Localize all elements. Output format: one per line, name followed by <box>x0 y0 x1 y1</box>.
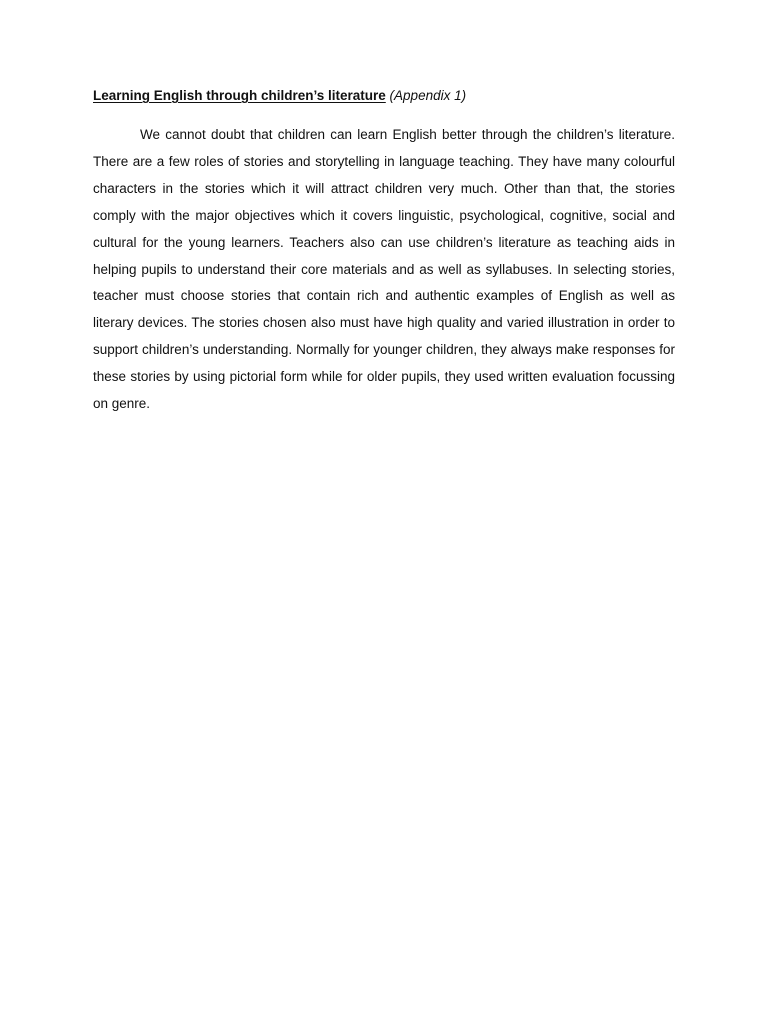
body-paragraph: We cannot doubt that children can learn English better through the children’s literature. There are a few roles of stories and storytelling in language teaching. They have many colourful characters in the stories which it will attract children very much. Other than that, the stories comply with the major objectives which it covers linguistic, psychological, cognitive, social and cultural for the young learners. Teachers also can use children’s literature as teaching aids in helping pupils to understand their core materials and as well as syllabuses. In selecting stories, teacher must choose stories that contain rich and authentic examples of English as well as literary devices. The stories chosen also must have high quality and varied illustration in order to support children’s understanding. Normally for younger children, they always make responses for these stories by using pictorial form while for older pupils, they used written evaluation focussing on genre. <box>93 127 675 412</box>
heading-title: Learning English through children’s literature <box>93 88 386 103</box>
document-content <box>93 86 675 418</box>
document-heading <box>93 86 675 106</box>
heading-appendix-note: (Appendix 1) <box>389 88 467 103</box>
